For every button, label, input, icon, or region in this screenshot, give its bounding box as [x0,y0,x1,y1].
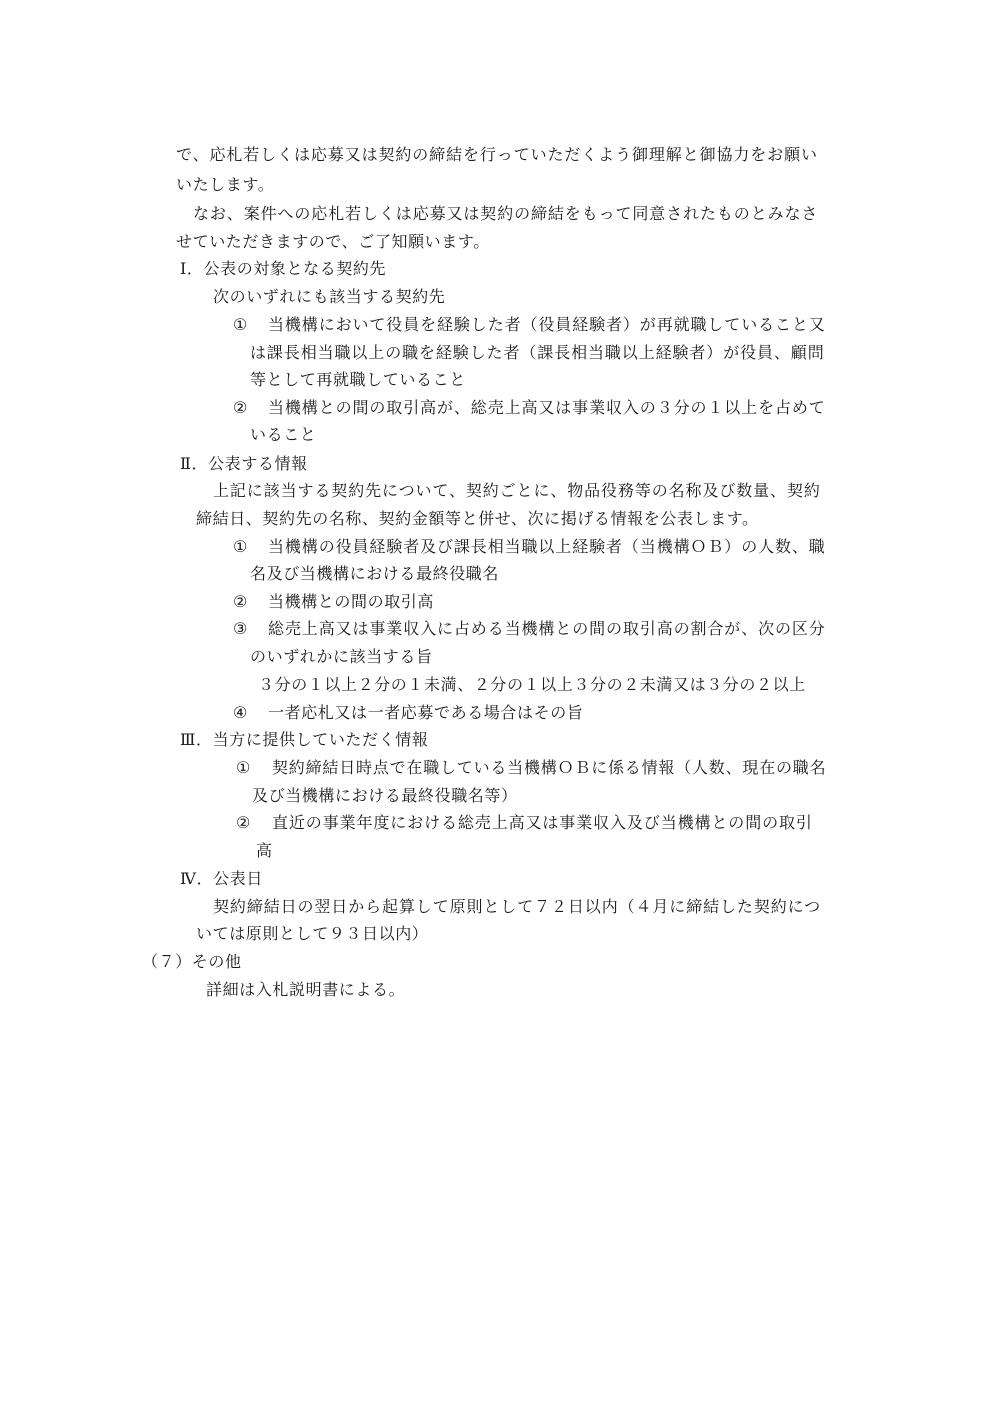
section-3-heading: Ⅲ．当方に提供していただく情報 [180,730,429,749]
intro-line-1: で、応札若しくは応募又は契約の締結を行っていただくよう御理解と御協力をお願い [176,145,818,164]
section-2-item-3-line-1: 総売上高又は事業収入に占める当機構との間の取引高の割合が、次の区分 [268,619,826,638]
section-3-item-2-line-1: 直近の事業年度における総売上高又は事業収入及び当機構との間の取引 [272,813,813,832]
intro-line-3: なお、案件への応札若しくは応募又は契約の締結をもって同意されたものとみなさ [193,204,819,223]
section-2-item-2-line-1: 当機構との間の取引高 [268,592,435,611]
section-1-item-2-marker: ② [233,398,248,417]
section-1-item-1-line-1: 当機構において役員を経験した者（役員経験者）が再就職していること又 [268,315,826,334]
section-4-heading: Ⅳ．公表日 [180,869,263,888]
section-2-item-4-marker: ④ [233,703,248,722]
section-2-item-3-line-2: のいずれかに該当する旨 [250,647,433,666]
section-7-body: 詳細は入札説明書による。 [206,980,406,999]
section-3-item-1-marker: ① [236,758,251,777]
section-3-item-2-marker: ② [236,813,251,832]
section-2-item-1-marker: ① [233,537,248,556]
section-4-line-2: いては原則として９３日以内） [196,924,429,943]
section-1-item-1-line-3: 等として再就職していること [250,370,466,389]
section-3-item-2-line-2: 高 [256,841,273,860]
section-2-paragraph-line-2: 締結日、契約先の名称、契約金額等と併せ、次に掲げる情報を公表します。 [196,509,759,528]
section-2-item-3-marker: ③ [233,619,248,638]
section-2-item-2-marker: ② [233,592,248,611]
section-1-item-2-line-2: いること [250,425,317,444]
section-4-line-1: 契約締結日の翌日から起算して原則として７２日以内（４月に締結した契約につ [213,897,822,916]
section-2-item-4-line-1: 一者応札又は一者応募である場合はその旨 [268,703,584,722]
section-1-heading: Ⅰ．公表の対象となる契約先 [180,259,387,278]
section-1-item-1-marker: ① [233,315,248,334]
section-3-item-1-line-1: 契約締結日時点で在職している当機構ＯＢに係る情報（人数、現在の職名 [272,758,827,777]
section-1-item-1-line-2: は課長相当職以上の職を経験した者（課長相当職以上経験者）が役員、顧問 [250,343,825,362]
intro-line-4: せていただきますので、ご了知願います。 [176,232,490,251]
section-1-lead: 次のいずれにも該当する契約先 [213,287,446,306]
section-2-item-1-line-1: 当機構の役員経験者及び課長相当職以上経験者（当機構ＯＢ）の人数、職 [268,537,826,556]
section-2-item-3-line-3: ３分の１以上２分の１未満、２分の１以上３分の２未満又は３分の２以上 [258,675,806,694]
section-2-heading: Ⅱ．公表する情報 [180,454,308,473]
section-3-item-1-line-2: 及び当機構における最終役職名等） [252,786,518,805]
section-1-item-2-line-1: 当機構との間の取引高が、総売上高又は事業収入の３分の１以上を占めて [268,398,826,417]
section-2-paragraph-line-1: 上記に該当する契約先について、契約ごとに、物品役務等の名称及び数量、契約 [213,481,821,500]
intro-line-2: いたします。 [176,175,275,194]
section-2-item-1-line-2: 名及び当機構における最終役職名 [250,564,500,583]
section-7-heading: （７）その他 [142,952,242,971]
